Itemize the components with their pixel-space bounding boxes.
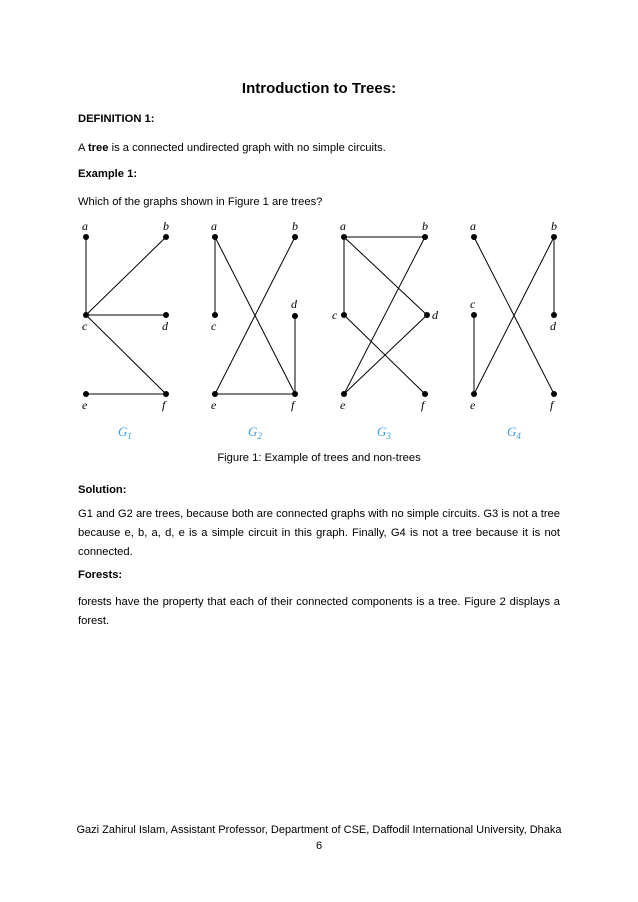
graph-name-g1: $G_1$ — [118, 424, 132, 440]
g2-label-b: b — [292, 219, 298, 233]
g1-label-b: b — [163, 219, 169, 233]
g2-label-d: d — [291, 297, 297, 311]
page-number: 6 — [315, 840, 323, 852]
g3-label-b: b — [422, 219, 428, 233]
g4-label-c: c — [470, 297, 476, 311]
figure-1-graphs — [70, 215, 570, 440]
graph-g3-edges — [344, 237, 427, 394]
graph-g4-edges — [474, 237, 554, 394]
g1-label-f: f — [162, 398, 166, 412]
g2-label-f: f — [291, 398, 295, 412]
graph-g3-vertices — [341, 234, 430, 397]
example-heading: Example 1: — [78, 168, 138, 180]
page-footer — [0, 822, 638, 854]
g2-label-a: a — [211, 219, 217, 233]
g3-label-c: c — [332, 308, 338, 322]
solution-heading: Solution: — [78, 484, 127, 496]
definition-text — [78, 139, 560, 158]
graph-name-g3: $G_3$ — [377, 424, 391, 440]
g4-label-f: f — [550, 398, 554, 412]
graph-g2-edges — [215, 237, 295, 394]
g1-label-d: d — [162, 319, 168, 333]
graph-name-g2: $G_2$ — [248, 424, 262, 440]
figure-caption: Figure 1: Example of trees and non-trees — [217, 452, 421, 464]
g2-label-c: c — [211, 319, 217, 333]
g3-label-d: d — [432, 308, 438, 322]
solution-text: G1 and G2 are trees, because both are connected graphs with no simple circuits. G3 is not a tree because e, b, a, d, e is a simple circuit in this graph. Finally, G4 is not a tree because it is not connected. — [78, 508, 560, 558]
page-title: Introduction to Trees: — [241, 80, 397, 97]
g4-label-d: d — [550, 319, 556, 333]
definition-pre: A — [78, 142, 88, 154]
g3-label-e: e — [340, 398, 346, 412]
g4-label-e: e — [470, 398, 476, 412]
definition-term: tree — [87, 142, 109, 154]
footer-author-line: Gazi Zahirul Islam, Assistant Professor, Department of CSE, Daffodil International University, Dhaka — [76, 824, 562, 836]
g1-label-e: e — [82, 398, 88, 412]
g1-label-c: c — [82, 319, 88, 333]
g4-label-a: a — [470, 219, 476, 233]
g3-label-f: f — [421, 398, 425, 412]
definition-heading: DEFINITION 1: — [78, 113, 155, 125]
graph-g1-edges — [86, 237, 166, 394]
forests-text: forests have the property that each of their connected components is a tree. Figure 2 displays a forest. — [78, 596, 560, 627]
forests-heading: Forests: — [78, 569, 123, 581]
g3-label-a: a — [340, 219, 346, 233]
g4-label-b: b — [551, 219, 557, 233]
g2-label-e: e — [211, 398, 217, 412]
g1-label-a: a — [82, 219, 88, 233]
example-question: Which of the graphs shown in Figure 1 are trees? — [78, 196, 323, 208]
definition-post: is a connected undirected graph with no simple circuits. — [108, 142, 386, 154]
graph-name-g4: $G_4$ — [507, 424, 521, 440]
